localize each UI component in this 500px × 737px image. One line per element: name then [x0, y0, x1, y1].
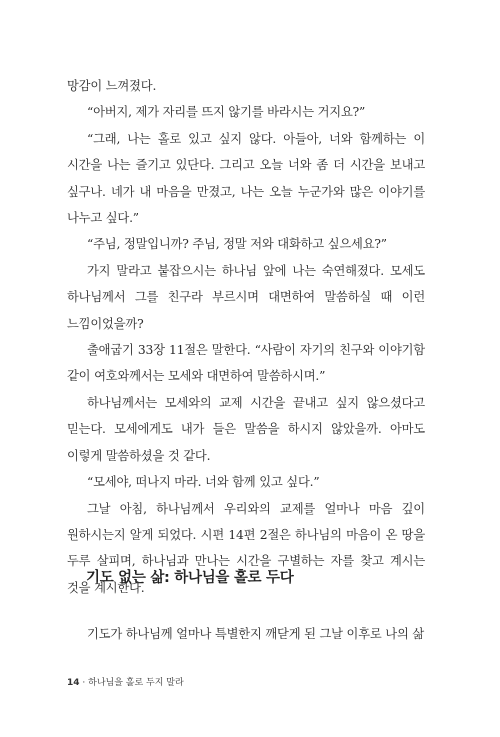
paragraph: 하나님께서는 모세와의 교제 시간을 끝내고 싶지 않으셨다고 믿는다. 모세에게도 내가 들은 말씀을 하시지 않았을까. 아마도 이렇게 말씀하셨을 것 같다.	[67, 395, 425, 463]
section-heading: 기도 없는 삶: 하나님을 홀로 두다	[86, 570, 294, 586]
book-title: 하나님을 홀로 두지 말라	[88, 678, 184, 688]
paragraph-after-heading: 기도가 하나님께 얼마나 특별한지 깨닫게 된 그날 이후로 나의 삶	[87, 627, 425, 641]
paragraph: “그래, 나는 홀로 있고 싶지 않다. 아들아, 너와 함께하는 이 시간을 나는 즐기고 있단다. 그리고 오늘 너와 좀 더 시간을 보내고 싶구나. 네가 내 마음을 만졌고, 나는 오늘 누군가와 많은 이야기를 나누고 싶다.”	[67, 131, 425, 226]
paragraph: 그날 아침, 하나님께서 우리와의 교제를 얼마나 마음 깊이 원하시는지 알게 되었다. 시편 14편 2절은 하나님의 마음이 온 땅을 두루 살피며, 하나님과 만나는 시간을 구별하는 자를 찾고 계시는 것을 계시한다.	[67, 501, 425, 595]
paragraph: “모세야, 떠나지 마라. 너와 함께 있고 싶다.”	[87, 475, 320, 490]
paragraph: 출애굽기 33장 11절은 말한다. “사람이 자기의 친구와 이야기함 같이 여호와께서는 모세와 대면하여 말씀하시며.”	[67, 343, 425, 384]
body-text	[67, 73, 425, 601]
page-footer	[67, 675, 184, 688]
paragraph: 가지 말라고 붙잡으시는 하나님 앞에 나는 숙연해졌다. 모세도 하나님께서 그를 친구라 부르시며 대면하여 말씀하실 때 이런 느낌이었을까?	[67, 263, 425, 331]
page-number: 14	[67, 678, 80, 688]
paragraph: 망감이 느껴졌다.	[67, 79, 157, 93]
footer-separator: ·	[79, 678, 89, 688]
paragraph: “주님, 정말입니까? 주님, 정말 저와 대화하고 싶으세요?”	[87, 237, 387, 252]
paragraph: “아버지, 제가 자리를 뜨지 않기를 바라시는 거지요?”	[87, 105, 366, 120]
